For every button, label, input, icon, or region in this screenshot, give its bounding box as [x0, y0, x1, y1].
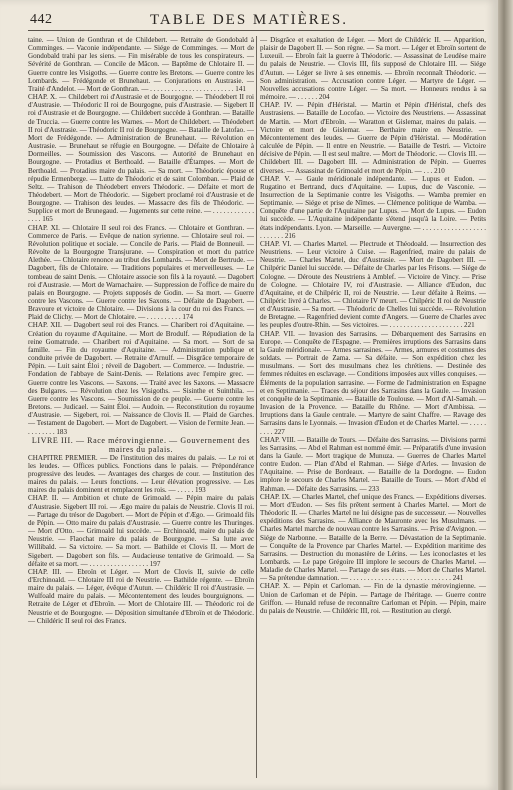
book-gutter — [498, 0, 513, 790]
toc-entry: CHAP. X. — Pépin et Carloman. — Fin de la dynastie mérovingienne. — Union de Carloman et de Pépin. — Partage de l'héritage. — Guerre contre Griffon. — Hunald refuse de reconnaître Carloman et Pépin. — Pépin, maire du palais de Neustrie. — Childéric III, roi. — Restitution au clergé. — [260, 582, 486, 615]
toc-entry: CHAPITRE PREMIER. — De l'institution des maires du palais. — Le roi et les leudes. — Offices publics. Fonctions dans le palais. — Prépondérance progressive des leudes. — Avantages des charges de cour. — Institution des maires du palais. — Leurs fonctions. — Leur élévation progressive. — Les maires du palais dominent et remplacent les rois. — . . . . . 193 — [28, 453, 254, 495]
toc-entry: CHAP. IV. — Pépin d'Héristal. — Martin et Pépin d'Héristal, chefs des Austrasiens. — Bataille de Locofao. — Victoire des Neustriens. — Assassinat de Martin. — Mort d'Ebroïn. — Waratton et Gislemar, maires du palais. — Victoire et mort de Gislemar. — Berthaire maire en Neustrie. — Mécontentement des leudes. — Guerre de Pépin d'Héristal. — Modération calculée de Pépin. — Il entre en Neustrie. — Bataille de Testri. — Victoire décisive de Pépin. — Il est seul maître. — Mort de Théodoric. — Clovis III. — Childebert III. — Dagobert III. — Administration de Pépin. — Guerres diverses. — Assassinat de Grimoald et mort de Pépin. — . . . 210 — [260, 101, 486, 175]
toc-entry: CHAP. IX. — Charles Martel, chef unique des Francs. — Expéditions diverses. — Mort d'Eudon. — Ses fils prêtent serment à Charles Martel. — Mort de Théodoric II. — Charles Martel ne lui désigne pas de successeur. — Nouvelles expéditions des Sarrasins. — Alliance de Mauronte avec les Musulmans. — Charles Martel marche de nouveau contre les Sarrasins. — Prise d'Avignon. — Siége de Narbonne. — Bataille de la Berre. — Dévastation de la Septimanie. — Conquête de la Provence par Charles Martel. — Expédition maritime des Sarrasins. — Destruction du monastère de Lérins. — Les iconoclastes et les Lombards. — Le pape Grégoire III implore le secours de Charles Martel. — Maladie de Charles Martel. — Partage de ses états. — Mort de Charles Martel. — Sa prétendue damnation. — . . . . . . . . . . . . . . . . . . . . . . . . . . . . . 241 — [260, 492, 486, 583]
right-column — [260, 36, 486, 784]
toc-entry: — Disgrâce et exaltation de Léger. — Mort de Childéric II. — Apparition, plaisir de Dagobert II. — Son règne. — Sa mort. — Léger et Ebroïn sortent de Luxeuil. — Ebroïn fait la guerre à Théodoric. — Assassinat de Leudèse maire du palais de Neustrie. — Clovis III, fils supposé de Chlotaire III. — Siége d'Autun. — Léger se livre à ses ennemis. — Ebroïn reconnaît Théodoric. — Son administration. — Accusation contre Léger. — Martyre de Léger. — Nouvelles accusations contre Léger. — Sa mort. — Honneurs rendus à sa mémoire. — . . . . . . 204 — [260, 36, 486, 102]
page-header — [0, 8, 498, 30]
header-rule — [28, 30, 484, 31]
toc-entry: CHAP. III. — Ebroïn et Léger. — Mort de Clovis II, suivie de celle d'Erchinoald. — Chlotaire III roi de Neustrie. — Bathilde régente. — Ebroïn maire du palais. — Léger, évêque d'Autun. — Childéric II roi d'Austrasie. — Wulfoald maire du palais. — Mécontentement des leudes bourguignons. — Retraite de Léger et d'Ebroïn. — Mort de Chlotaire III. — Théodoric roi de Neustrie et de Bourgogne. — Déposition simultanée d'Ebroïn et de Théodoric. — Childéric II seul roi des Francs. — [28, 567, 254, 625]
toc-entry: CHAP. XII. — Dagobert seul roi des Francs. — Charibert roi d'Aquitaine. — Création du royaume d'Aquitaine. — Mort de Brodulf. — Répudiation de la reine Gomatrude. — Charibert roi d'Aquitaine. — Sa mort. — Sort de sa famille. — Fin du royaume d'Aquitaine. — Administration publique et conduite privée de Dagobert. — Retraite d'Arnulf. — Disgrâce temporaire de Pépin. — Luit saint Éloi ; réveil de Dagobert. — Commerce. — Industrie. — Fondation de l'abbaye de Saint-Denis. — Relations avec l'empire grec. — Guerre contre les Vascons. — Saxons. — Traité avec les Saxons. — Massacre des Bulgares. — Révolution chez les Visigoths. — Sisinthe et Suinthila. — Guerre contre les Vascons. — Soumission de ce peuple. — Guerre contre les Bretons. — Judicael. — Saint Éloi. — Audoin. — Reconstitution du royaume d'Austrasie. — Sigebert, roi. — Naissance de Clovis II. — Plaid de Garches. — Testament de Dagobert. — Mort de Dagobert. — Vision de l'ermite Jean. — . . . . . . . . 183 — [28, 321, 254, 436]
page-number: 442 — [30, 12, 53, 27]
left-column — [28, 36, 254, 784]
page-title: TABLE DES MATIÈRES. — [149, 12, 349, 28]
toc-entry: CHAP. II. — Ambition et chute de Grimoald. — Pépin maire du palais d'Austrasie. Sigebert III roi. — Ægo maire du palais de Neustrie. Clovis II roi. — Partage du trésor de Dagobert. — Mort de Pépin et d'Ægo. — Grimoald fils de Pépin. — Otto maire du palais d'Austrasie. — Guerre contre les Thuringes. — Mort d'Otto. — Grimoald lui succède. — Erchinoald, maire du palais de Neustrie. — Flaochat maire du palais de Bourgogne. — Sa lutte avec Willibald. — Sa victoire. — Sa mort. — Bathilde et Clovis II. — Mort de Sigebert. — Dagobert son fils. — Audacieuse tentative de Grimoald. — Sa défaite et sa mort. — . . . . . . . . . . . . . . . . . 197 — [28, 494, 254, 568]
column-divider — [256, 36, 257, 778]
toc-entry: CHAP. VI. — Charles Martel. — Plectrude et Théodoald. — Insurrection des Neustriens. — Leur victoire à Cuise. — Ragenfried, maire du palais de Neustrie. — Charles Martel, duc d'Austrasie. — Mort de Dagobert III. — Chilpéric Daniel lui succède. — Défaite de Charles par les Frisons. — Siége de Cologne. — Déroute des Neustriens à Amblef. — Victoire de Vincy. — Prise de Cologne. — Chlotaire IV, roi d'Austrasie. — Alliance d'Eudon, duc d'Aquitaine, et de Chilpéric II, roi de Neustrie. — Leur défaite à Reims. — Chilpéric livré à Charles. — Chlotaire IV meurt. — Chilpéric II roi de Neustrie et d'Austrasie. — Sa mort. — Théodoric de Chelles lui succède. — Révolution de Bretagne. — Ragenfried devient comte d'Angers. — Guerre de Charles avec les peuples d'outre-Rhin. — Ses victoires. — . . . . . . . . . . . . . . . . . . . . . 221 — [260, 239, 486, 330]
book-heading: LIVRE III. — Race mérovingienne. — Gouvernement des maires du palais. — [31, 435, 251, 454]
toc-entry: taine. — Union de Gonthran et de Childebert. — Retraite de Gondobald à Comminges. — Vaconie indépendante. — Siége de Comminges. — Mort de Gondobald trahi par les siens. — Fin misérable de tous les conspirateurs. — Sévérité de Gonthran. — Concile de Mâcon. — Baptême de Chlotaire II. — Guerre contre les Visigoths. — Guerre contre les Bretons. — Guerre contre les Lombards. — Frédégonde et Brunehaut. — Conjurations en Austrasie. — Traité d'Andelot. — Mort de Gonthran. — . . . . . . . . . . . . . . . . . . . . . . . . 141 — [28, 36, 254, 93]
toc-entry: CHAP. VIII. — Bataille de Tours. — Défaite des Sarrasins. — Divisions parmi les Sarrasins. — Abd el Rahman est nommé émir. — Préparatifs d'une invasion dans la Gaule. — Mort tragique de Munuza. — Guerres de Charles Martel contre Eudon. — Plan d'Abd el Rahman. — Siége d'Arles. — Invasion de l'Aquitaine. — Prise de Bordeaux. — Bataille de la Dordogne. — Eudon implore le secours de Charles Martel. — Bataille de Tours. — Mort d'Abd el Rahman. — Défaite des Sarrasins. — 233 — [260, 435, 486, 493]
toc-entry: CHAP. V. — Gaule méridionale indépendante. — Lupus et Eudon. — Rugatino et Bertrand, ducs d'Aquitaine. — Lupus, duc de Vasconie. — Insurrection de la Septimanie contre les Visigoths. — Wamba premier en Septimanie. — Siége et prise de Nîmes. — Clémence politique de Wamba. — Conquête d'une partie de l'Aquitaine par Lupus. — Mort de Lupus. — Eudon lui succède. — L'Aquitaine indépendante s'étend jusqu'à la Loire. — Petits états indépendants. Lyon. — Marseille. — Auvergne. — . . . . . . . . . . . . . . . . . . . . . . . . . 216 — [260, 174, 486, 240]
toc-entry: CHAP. X. — Childebert roi d'Austrasie et de Bourgogne. — Théodebert II roi d'Austrasie. — Théodoric II roi de Bourgogne, puis d'Austrasie. — Sigebert II roi d'Austrasie et de Bourgogne. — Childebert succède à Gonthran. — Bataille de Truccia. — Guerre contre les Warnes. — Mort de Childebert. — Théodebert II roi d'Austrasie. — Théodoric II roi de Bourgogne. — Bataille de Latofao. — Mort de Frédégonde. — Administration de Brunehaut. — Révolution en Austrasie. — Brunehaut se réfugie en Bourgogne. — Défaite de Chlotaire à Dormeilles. — Soumission des Vascons. — Autorité de Brunehaut en Bourgogne. — Protadius et Berthoald. — Bataille d'Étampes. — Mort de Berthoald. — Protadius maire du palais. — Sa mort. — Théodoric épouse et répudie Ermenberge. — Lutte de Théodoric et de saint Colomban. — Plaid de Seltz. — Trahison de Théodebert envers Théodoric. — Défaite et mort de Théodebert. — Mort de Théodoric. — Sigebert proclamé roi d'Austrasie et de Bourgogne. — Trahison des leudes. — Massacre des fils de Théodoric. — Supplice et mort de Brunegaud. — Jugements sur cette reine. — . . . . . . . . . . . . . . . . 165 — [28, 93, 254, 224]
toc-entry: CHAP. XI. — Chlotaire II seul roi des Francs. — Chlotaire et Gonthran. — Commerce de Paris. — Evêque de nation syrienne. — Chlotaire seul roi. — Révolution politique et sociale. — Concile de Paris. — Plaid de Bonneuil. — Révolte de la Bourgogne Transjurane. — Conspiration et mort du patrice Alethée. — Chlotaire renonce au tribut des Lombards. — Mort de Bertrude. — Dagobert, fils de Chlotaire. — Traditions populaires et merveilleuses. — Le tombeau de saint Denis. — Chlotaire associe son fils à la royauté. — Dagobert roi d'Austrasie. — Mort de Warnachaire. — Suppression de l'office de maire du palais en Bourgogne. — Projets supposés de Godin. — Sa mort. — Guerre contre les Vascons. — Guerre contre les Saxons. — Défaite de Dagobert. — Bravoure et victoire de Chlotaire. — Divisions à la cour du roi des Francs. — Plaid de Clichy. — Mort de Chlotaire. — . . . . . . . . . . 174 — [28, 223, 254, 322]
toc-entry: CHAP. VII. — Invasion des Sarrasins. — Débarquement des Sarrasins en Europe. — Conquête de l'Espagne. — Premières irruptions des Sarrasins dans la Gaule méridionale. — Armes sarrasines. — Armes, armures et costumes des soldats. — Portrait de Zama. — Sa défaite. — Son expédition chez les musulmans. — Sort des musulmans chez les chrétiens. — Destinée des femmes réduites en esclavage. — Conditions imposées aux villes conquises. — Éléments de la population sarrasine. — Forme de l'administration en Espagne et en Septimanie. — Traces du séjour des Sarrasins dans la Gaule. — Invasion et conquête de la Septimanie. — Bataille de Toulouse. — Mort d'Al-Samah. — Invasion de la Provence. — Bataille du Rhône. — Mort d'Ambissa. — Irruptions dans la Gaule centrale. — Martyre de saint Chaffre. — Ravage des Sarrasins dans le Lyonnais. — Invasion d'Eudon et de Charles Martel. — . . . . . . . . . 227 — [260, 329, 486, 436]
